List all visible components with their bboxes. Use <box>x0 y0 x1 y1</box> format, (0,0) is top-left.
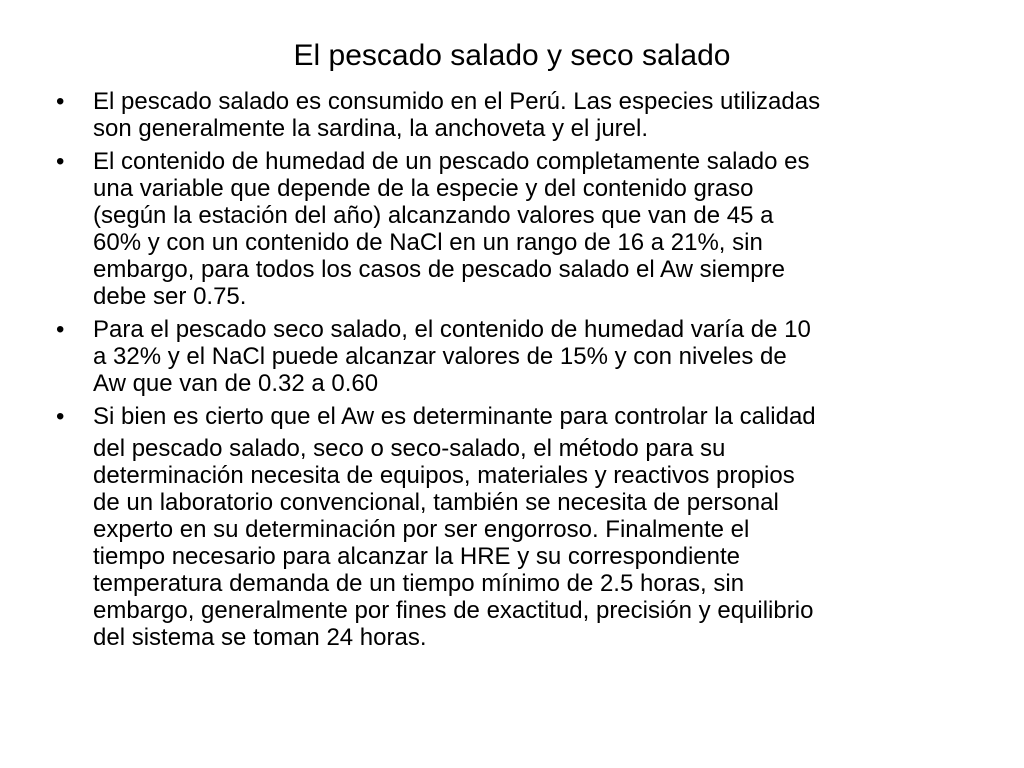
bullet-text-line: tiempo necesario para alcanzar la HRE y su correspondiente <box>93 543 741 570</box>
bullet-text-line: de un laboratorio convencional, también se necesita de personal <box>93 489 779 516</box>
bullet-text-line: experto en su determinación por ser engorroso. Finalmente el <box>93 516 750 543</box>
bullet-text-line: una variable que depende de la especie y del contenido graso <box>93 175 754 202</box>
bullet-item <box>56 316 966 397</box>
bullet-item <box>56 148 966 310</box>
bullet-icon: • <box>56 88 65 115</box>
bullet-text-line: Aw que van de 0.32 a 0.60 <box>93 370 379 397</box>
bullet-icon: • <box>56 316 65 343</box>
bullet-text-line: 60% y con un contenido de NaCl en un rango de 16 a 21%, sin <box>93 229 763 256</box>
bullet-text-line: El pescado salado es consumido en el Perú. Las especies utilizadas <box>93 88 821 115</box>
bullet-text-line: Para el pescado seco salado, el contenido de humedad varía de 10 <box>93 316 811 343</box>
bullet-text-line: debe ser 0.75. <box>93 283 247 310</box>
bullet-icon: • <box>56 403 65 430</box>
slide-title: El pescado salado y seco salado <box>293 39 731 72</box>
bullet-text-line: a 32% y el NaCl puede alcanzar valores de 15% y con niveles de <box>93 343 787 370</box>
bullet-text-line: embargo, generalmente por fines de exactitud, precisión y equilibrio <box>93 597 814 624</box>
bullet-text-line: (según la estación del año) alcanzando valores que van de 45 a <box>93 202 774 229</box>
bullet-text-line: temperatura demanda de un tiempo mínimo de 2.5 horas, sin <box>93 570 745 597</box>
bullet-text-line: determinación necesita de equipos, materiales y reactivos propios <box>93 462 795 489</box>
bullet-item <box>56 88 966 142</box>
bullet-text-line: El contenido de humedad de un pescado completamente salado es <box>93 148 810 175</box>
bullet-text-line: embargo, para todos los casos de pescado salado el Aw siempre <box>93 256 785 283</box>
bullet-text-line: Si bien es cierto que el Aw es determinante para controlar la calidad <box>93 403 816 430</box>
bullet-text-line: del sistema se toman 24 horas. <box>93 624 427 651</box>
bullet-text-line: son generalmente la sardina, la anchoveta y el jurel. <box>93 115 648 142</box>
bullet-item <box>56 403 966 651</box>
bullet-list <box>56 88 966 657</box>
bullet-icon: • <box>56 148 65 175</box>
bullet-text-line: del pescado salado, seco o seco-salado, el método para su <box>93 435 726 462</box>
